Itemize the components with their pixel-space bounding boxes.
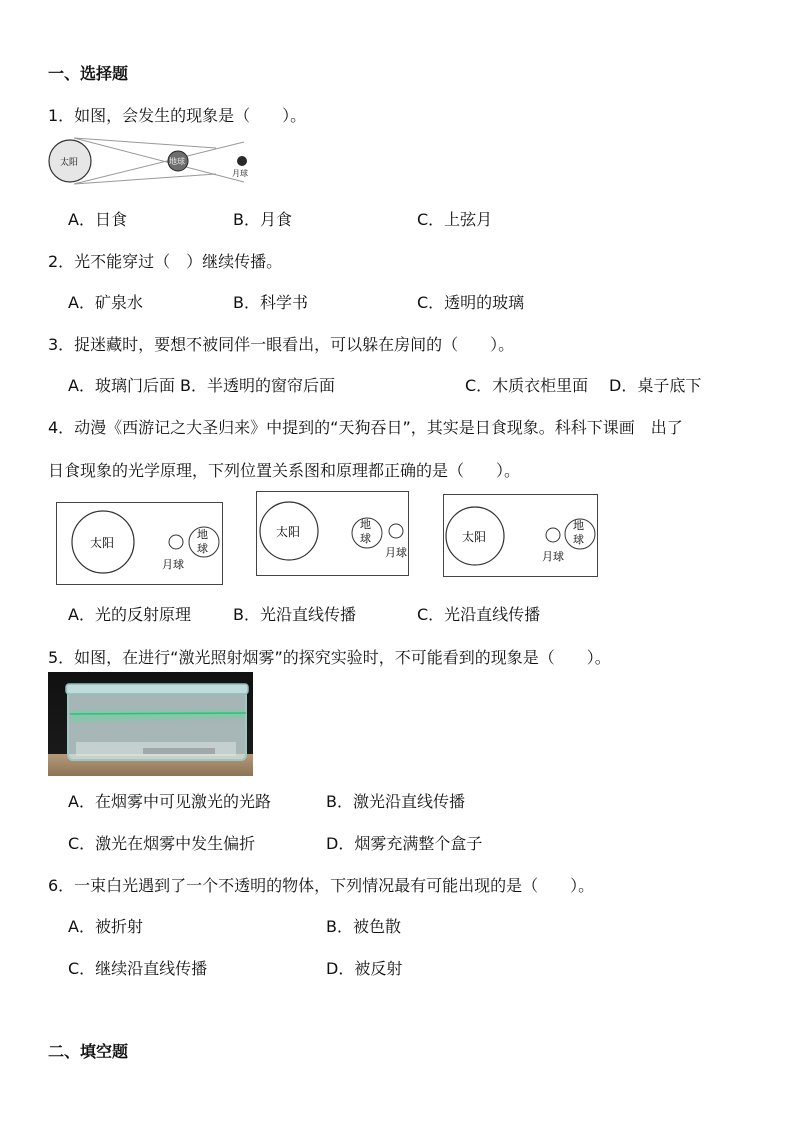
q3-option-c[interactable]: C．木质衣柜里面 xyxy=(465,376,589,395)
moon-circle xyxy=(546,528,560,542)
svg-text:球: 球 xyxy=(197,542,208,555)
q1-option-b[interactable]: B．月食 xyxy=(233,210,292,229)
question-4-stem-line2: 日食现象的光学原理，下列位置关系图和原理都正确的是（ ）。 xyxy=(48,461,521,480)
q3-option-ab[interactable]: A．玻璃门后面 B．半透明的窗帘后面 xyxy=(68,376,336,395)
moon-label: 月球 xyxy=(542,550,564,563)
q4-figure-b xyxy=(256,491,410,577)
q5-option-d[interactable]: D．烟雾充满整个盒子 xyxy=(326,834,483,853)
question-6-stem: 6．一束白光遇到了一个不透明的物体，下列情况最有可能出现的是（ ）。 xyxy=(48,876,595,895)
q4-option-c[interactable]: C．光沿直线传播 xyxy=(417,605,541,624)
svg-text:地: 地 xyxy=(573,519,584,532)
question-1-stem: 1．如图，会发生的现象是（ ）。 xyxy=(48,106,307,125)
svg-text:地: 地 xyxy=(197,528,208,541)
sun-label: 太阳 xyxy=(90,536,115,550)
q5-option-a[interactable]: A．在烟雾中可见激光的光路 xyxy=(68,792,271,811)
q4-figure-c xyxy=(443,494,599,578)
earth-label: 地球 xyxy=(169,157,185,166)
q5-option-c[interactable]: C．激光在烟雾中发生偏折 xyxy=(68,834,256,853)
q6-option-d[interactable]: D．被反射 xyxy=(326,959,403,978)
q6-option-a[interactable]: A．被折射 xyxy=(68,917,143,936)
section-title-choice: 一、选择题 xyxy=(48,64,129,83)
q1-option-c[interactable]: C．上弦月 xyxy=(417,210,493,229)
svg-text:球: 球 xyxy=(573,533,584,546)
sun-label: 太阳 xyxy=(276,525,301,539)
question-4-stem-line1: 4．动漫《西游记之大圣归来》中提到的“天狗吞日”，其实是日食现象。科科下课画 出了 xyxy=(48,418,683,437)
q6-option-b[interactable]: B．被色散 xyxy=(326,917,401,936)
moon-circle xyxy=(389,524,403,538)
svg-text:地: 地 xyxy=(360,518,371,531)
q1-option-a[interactable]: A．日食 xyxy=(68,210,127,229)
q4-option-b[interactable]: B．光沿直线传播 xyxy=(233,605,356,624)
svg-text:球: 球 xyxy=(360,532,371,545)
eclipse-figure-1 xyxy=(48,134,258,190)
q4-figure-a xyxy=(56,502,224,586)
moon-circle xyxy=(237,156,247,166)
q6-option-c[interactable]: C．继续沿直线传播 xyxy=(68,959,208,978)
section-title-fill-blank: 二、填空题 xyxy=(48,1042,129,1061)
q4-option-a[interactable]: A．光的反射原理 xyxy=(68,605,191,624)
moon-label: 月球 xyxy=(162,558,184,571)
q2-option-a[interactable]: A．矿泉水 xyxy=(68,293,143,312)
laser-smoke-photo xyxy=(48,672,253,776)
sun-label: 太阳 xyxy=(462,530,487,544)
moon-label: 月球 xyxy=(385,546,407,559)
question-5-stem: 5．如图，在进行“激光照射烟雾”的探究实验时，不可能看到的现象是（ ）。 xyxy=(48,648,611,667)
question-3-stem: 3．捉迷藏时，要想不被同伴一眼看出，可以躲在房间的（ ）。 xyxy=(48,335,515,354)
q2-option-c[interactable]: C．透明的玻璃 xyxy=(417,293,525,312)
moon-label: 月球 xyxy=(232,169,248,178)
question-2-stem: 2．光不能穿过（ ）继续传播。 xyxy=(48,252,283,271)
q3-option-d[interactable]: D．桌子底下 xyxy=(609,376,702,395)
q5-option-b[interactable]: B．激光沿直线传播 xyxy=(326,792,465,811)
moon-circle xyxy=(169,535,183,549)
q2-option-b[interactable]: B．科学书 xyxy=(233,293,308,312)
sun-label: 太阳 xyxy=(60,158,79,168)
